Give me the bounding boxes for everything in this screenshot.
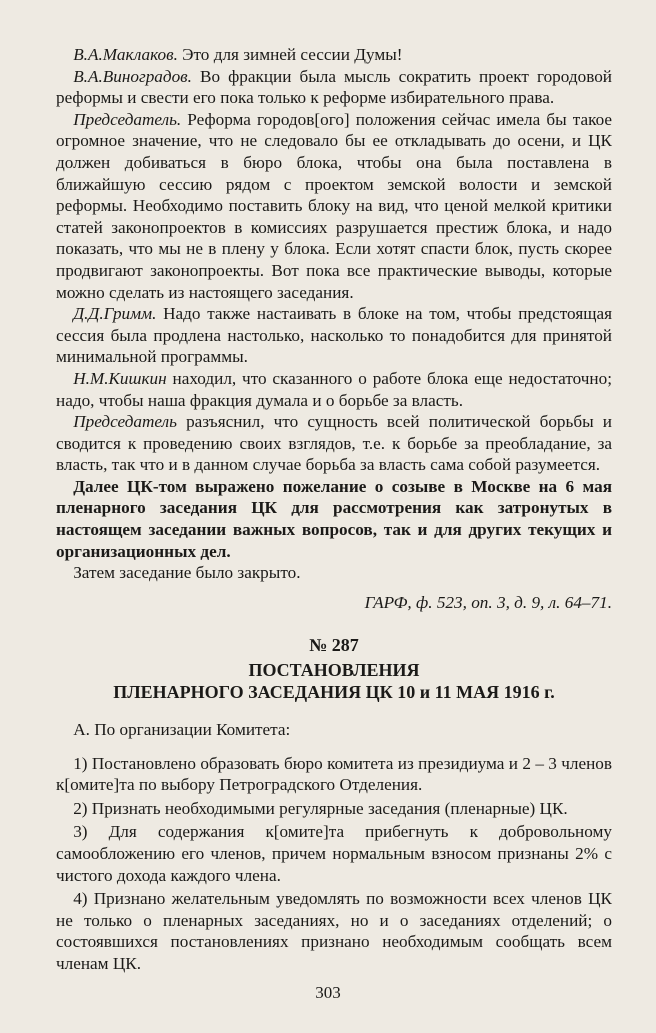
- section-a-text: А. По организации Комитета:: [73, 720, 291, 740]
- speech-text: Это для зимней сессии Думы!: [177, 45, 403, 64]
- heading-line-2: ПЛЕНАРНОГО ЗАСЕДАНИЯ ЦК 10 и 11 МАЯ 1916 г.: [113, 682, 555, 703]
- document-number: № 287: [309, 635, 359, 656]
- document-page: [56, 44, 612, 977]
- item-text: 2) Признать необходимыми регулярные заседания (пленарные) ЦК.: [73, 798, 568, 818]
- page-number: 303: [315, 983, 341, 1002]
- speaker-name: В.А.Маклаков.: [73, 45, 178, 64]
- speech-chairman-2: [56, 411, 612, 476]
- speaker-name: В.А.Виноградов.: [73, 66, 192, 86]
- speech-chairman-1: [56, 109, 612, 303]
- speaker-name: Д.Д.Гримм.: [73, 304, 157, 324]
- speech-text: Реформа городов[ого] положения сейчас имела бы такое огромное значение, что не следовало бы ее откладывать до осени, и ЦК должен добиваться в бюро блока, чтобы она была поставлена в ближайшую сессию рядом с проектом земской волости и земской реформы. Необходимо поставить блоку на вид, что ценой мелкой критики статей законопроектов в комиссиях разрушается престиж блока, и надо показать, что мы не в плену у блока. Если хотят спасти блок, пусть скорее продвигают законопроекты. Вот пока все практические выводы, которые можно сделать из настоящего заседания.: [56, 109, 612, 302]
- item-text: 4) Признано желательным уведомлять по возможности всех членов ЦК не только о пленарных заседаниях, но и о заседаниях отделений; о состоявшихся постановлениях признано необходимым сообщать всем членам ЦК.: [56, 889, 612, 973]
- closing-line: [56, 562, 612, 584]
- item-text: 3) Для содержания к[омите]та прибегнуть к добровольному самообложению его членов, причем нормальным взносом признаны 2% с чистого дохода каждого члена.: [56, 822, 612, 885]
- closing-text: Затем заседание было закрыто.: [73, 563, 301, 583]
- heading-line-1: ПОСТАНОВЛЕНИЯ: [248, 660, 420, 681]
- speech-text: Во фракции была мысль сократить проект городовой реформы и свести его пока только к реформе избирательного права.: [56, 66, 612, 108]
- resolution-paragraph: [56, 476, 612, 562]
- section-a-title: [56, 719, 612, 741]
- item-2: [56, 798, 612, 820]
- speech-grimm: [56, 303, 612, 368]
- speech-text: Надо также настаивать в блоке на том, чтобы предстоящая сессия была продлена настолько, насколько то понадобится для принятой минимальной программы.: [56, 304, 612, 367]
- item-text: 1) Постановлено образовать бюро комитета из президиума и 2 – 3 членов к[омите]та по выбору Петроградского Отделения.: [56, 753, 612, 795]
- item-3: [56, 821, 612, 886]
- speaker-name: Председатель: [73, 412, 177, 432]
- speech-kishkin: [56, 368, 612, 411]
- speaker-name: Н.М.Кишкин: [73, 368, 167, 388]
- speech-text: находил, что сказанного о работе блока еще недостаточно; надо, чтобы наша фракция думала и о борьбе за власть.: [56, 368, 612, 410]
- speaker-name: Председатель.: [73, 109, 182, 129]
- speech-maklakov: [56, 44, 612, 66]
- item-4: [56, 888, 612, 974]
- speech-text: разъяснил, что сущность всей политической борьбы и сводится к проведению своих взглядов, т.е. к борьбе за преобладание, за власть, так что и в данном случае борьба за власть сама собой разумеется.: [56, 412, 612, 475]
- archive-source: ГАРФ, ф. 523, оп. 3, д. 9, л. 64–71.: [364, 592, 612, 612]
- speech-vinogradov: [56, 66, 612, 109]
- resolution-text: Далее ЦК-том выражено пожелание о созыве в Москве на 6 мая пленарного заседания ЦК для рассмотрения как затронутых в настоящем заседании важных вопросов, так и для других текущих и организационных дел.: [56, 476, 612, 561]
- item-1: [56, 753, 612, 796]
